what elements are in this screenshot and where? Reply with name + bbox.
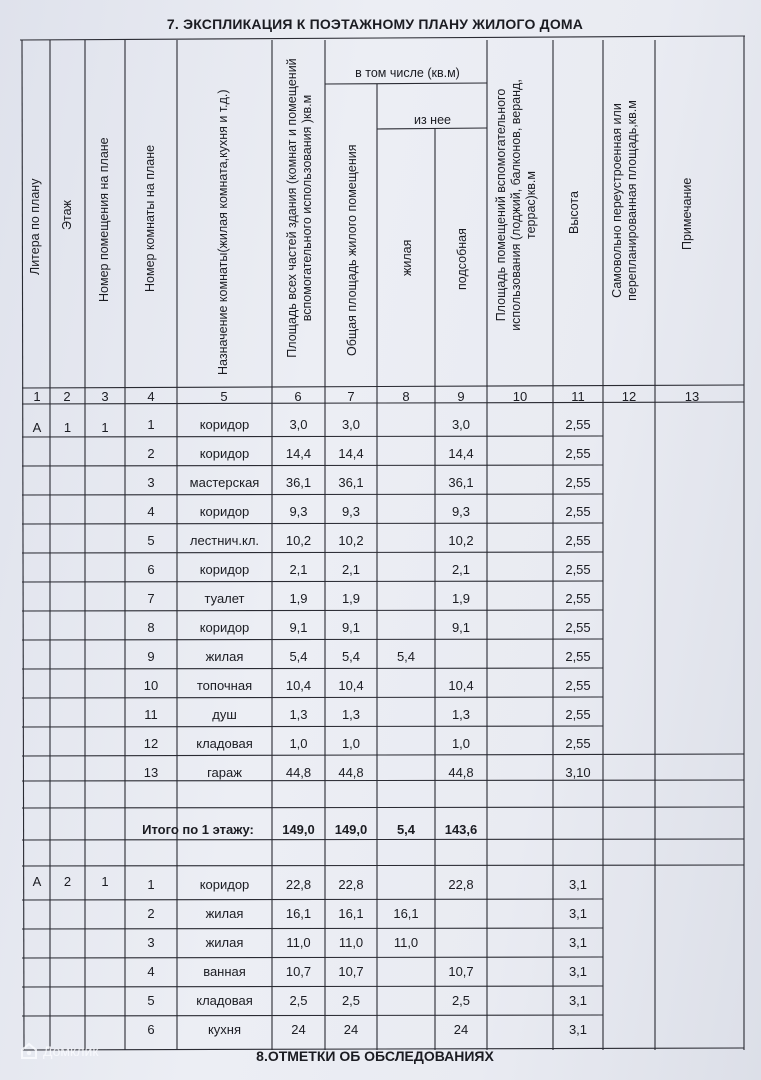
cell-name: лестнич.кл. <box>189 533 260 548</box>
cell-aux: 2,5 <box>451 993 471 1008</box>
cell-n: 6 <box>147 562 155 577</box>
cell-height: 3,1 <box>568 935 588 950</box>
header-litera: Литера по плану <box>28 178 42 275</box>
header-floor: Этаж <box>60 200 74 230</box>
cell-total: 5,4 <box>289 649 308 664</box>
cell-name: коридор <box>199 620 250 635</box>
cell-common: 3,0 <box>341 417 361 432</box>
header-living: жилая <box>400 239 414 276</box>
cell-name: жилая <box>205 906 244 921</box>
cell-common: 10,4 <box>338 678 364 693</box>
header-unit-number: Номер помещения на плане <box>97 137 111 302</box>
cell-name: ванная <box>203 964 246 979</box>
cell-total: 9,3 <box>289 504 308 519</box>
cell-height: 2,55 <box>565 649 591 664</box>
cell-common: 2,1 <box>341 562 361 577</box>
cell-common: 11,0 <box>338 935 364 950</box>
cell-common: 5,4 <box>341 649 361 664</box>
floor1-floor: 1 <box>63 420 72 435</box>
col-number: 1 <box>33 389 41 404</box>
cell-n: 2 <box>147 446 155 461</box>
cell-total: 14,4 <box>285 446 312 461</box>
floor2-unit: 1 <box>101 874 109 889</box>
cell-living: 5,4 <box>396 649 416 664</box>
cell-height: 2,55 <box>565 504 591 519</box>
cell-name: кладовая <box>196 993 253 1008</box>
cell-living: 16,1 <box>393 906 419 921</box>
cell-n: 13 <box>143 765 159 780</box>
cell-name: туалет <box>204 591 245 606</box>
cell-living: 11,0 <box>393 935 419 950</box>
cell-total: 1,3 <box>289 707 308 722</box>
header-of-which: из нее <box>414 113 451 127</box>
cell-total: 10,4 <box>285 678 312 693</box>
cell-aux: 14,4 <box>448 446 474 461</box>
watermark-text: Домклик <box>43 1043 99 1059</box>
cell-total: 9,1 <box>289 620 308 635</box>
cell-height: 2,55 <box>565 417 591 432</box>
cell-aux: 2,1 <box>451 562 471 577</box>
header-note: Примечание <box>680 177 694 250</box>
cell-n: 3 <box>147 935 155 950</box>
cell-common: 9,3 <box>341 504 361 519</box>
header-total-area: Площадь всех частей здания (комнат и помещений вспомогательного использования )кв.м <box>285 58 314 358</box>
cell-n: 4 <box>147 504 155 519</box>
col-number: 8 <box>402 389 410 404</box>
cell-common: 10,7 <box>338 964 364 979</box>
col-number: 7 <box>347 389 355 404</box>
header-unauthorized-area: Самовольно переустроенная или перепланированная площадь,кв.м <box>610 100 639 301</box>
col-number: 13 <box>684 389 700 404</box>
cell-n: 6 <box>147 1022 155 1037</box>
cell-total: 16,1 <box>285 906 312 921</box>
cell-height: 3,1 <box>568 877 588 892</box>
floor1-unit: 1 <box>101 420 109 435</box>
col-number: 5 <box>220 389 228 404</box>
cell-aux: 10,2 <box>448 533 474 548</box>
cell-name: коридор <box>199 562 250 577</box>
floor1-total-aux: 143,6 <box>444 822 478 837</box>
header-room-number: Номер комнаты на плане <box>143 144 157 292</box>
cell-aux: 10,4 <box>448 678 474 693</box>
cell-n: 12 <box>143 736 159 751</box>
cell-name: душ <box>212 707 237 722</box>
col-number: 2 <box>63 389 71 404</box>
cell-total: 1,0 <box>289 736 308 751</box>
section-title: 7. ЭКСПЛИКАЦИЯ К ПОЭТАЖНОМУ ПЛАНУ ЖИЛОГО ДОМА <box>166 16 584 32</box>
col-number: 11 <box>571 389 585 404</box>
cell-common: 2,5 <box>341 993 361 1008</box>
header-including: в том числе (кв.м) <box>355 66 460 80</box>
header-common-area: Общая площадь жилого помещения <box>345 144 359 356</box>
cell-n: 1 <box>147 877 155 892</box>
cell-total: 36,1 <box>285 475 312 490</box>
cell-height: 2,55 <box>565 562 591 577</box>
cell-aux: 9,3 <box>451 504 471 519</box>
cell-name: коридор <box>199 417 250 432</box>
cell-aux: 3,0 <box>451 417 471 432</box>
cell-n: 4 <box>147 964 155 979</box>
cell-n: 5 <box>147 993 155 1008</box>
cell-total: 22,8 <box>285 877 312 892</box>
cell-n: 1 <box>147 417 155 432</box>
cell-name: жилая <box>205 935 244 950</box>
cell-common: 14,4 <box>338 446 364 461</box>
col-number: 9 <box>457 389 465 404</box>
cell-total: 2,1 <box>289 562 308 577</box>
cell-height: 2,55 <box>565 620 591 635</box>
floor2-floor: 2 <box>63 874 72 889</box>
cell-name: жилая <box>205 649 244 664</box>
cell-n: 5 <box>147 533 155 548</box>
header-aux-premises-area: Площадь помещений вспомогательного использования (лоджий, балконов, веранд, террас)кв.м <box>494 79 538 331</box>
cell-height: 2,55 <box>565 446 591 461</box>
cell-aux: 22,8 <box>448 877 474 892</box>
cell-name: мастерская <box>189 475 260 490</box>
cell-name: коридор <box>199 446 250 461</box>
cell-height: 3,10 <box>565 765 591 780</box>
cell-common: 24 <box>343 1022 359 1037</box>
cell-total: 10,7 <box>285 964 312 979</box>
cell-total: 24 <box>291 1022 306 1037</box>
cell-n: 11 <box>144 707 158 722</box>
cell-common: 10,2 <box>338 533 364 548</box>
floor1-total-label: Итого по 1 этажу: <box>142 822 254 837</box>
cell-name: кладовая <box>196 736 253 751</box>
cell-height: 3,1 <box>568 993 588 1008</box>
floor1-total-common: 149,0 <box>334 822 368 837</box>
cell-aux: 44,8 <box>448 765 474 780</box>
cell-height: 2,55 <box>565 533 591 548</box>
floor1-total-living: 5,4 <box>396 822 416 837</box>
cell-total: 3,0 <box>289 417 308 432</box>
cell-total: 10,2 <box>285 533 312 548</box>
floor1-total-area: 149,0 <box>282 822 315 837</box>
cell-height: 3,1 <box>568 1022 588 1037</box>
cell-n: 7 <box>147 591 155 606</box>
cell-name: топочная <box>196 678 253 693</box>
cell-height: 2,55 <box>565 678 591 693</box>
cell-name: гараж <box>207 765 242 780</box>
col-number: 3 <box>101 389 109 404</box>
cell-height: 2,55 <box>565 736 591 751</box>
floor1-litera: А <box>32 420 42 435</box>
cell-total: 44,8 <box>285 765 312 780</box>
cell-n: 9 <box>147 649 155 664</box>
cell-common: 16,1 <box>338 906 364 921</box>
col-number: 6 <box>294 389 302 404</box>
cell-n: 2 <box>147 906 155 921</box>
cell-n: 10 <box>143 678 159 693</box>
section8-title: 8.ОТМЕТКИ ОБ ОБСЛЕДОВАНИЯХ <box>256 1048 494 1064</box>
cell-common: 36,1 <box>338 475 364 490</box>
cell-common: 1,9 <box>341 591 361 606</box>
col-number: 10 <box>512 389 528 404</box>
cell-aux: 1,3 <box>451 707 471 722</box>
cell-aux: 10,7 <box>448 964 474 979</box>
cell-name: коридор <box>199 504 250 519</box>
cell-height: 3,1 <box>568 906 588 921</box>
cell-name: коридор <box>199 877 250 892</box>
cell-total: 1,9 <box>289 591 308 606</box>
cell-common: 22,8 <box>338 877 364 892</box>
cell-common: 1,0 <box>341 736 361 751</box>
cell-aux: 9,1 <box>451 620 471 635</box>
cell-height: 3,1 <box>568 964 588 979</box>
cell-aux: 1,0 <box>451 736 471 751</box>
domclick-watermark <box>20 1042 98 1060</box>
cell-height: 2,55 <box>565 707 591 722</box>
cell-total: 2,5 <box>289 993 308 1008</box>
cell-n: 8 <box>147 620 155 635</box>
cell-aux: 1,9 <box>451 591 471 606</box>
cell-common: 9,1 <box>341 620 361 635</box>
cell-height: 2,55 <box>565 591 591 606</box>
cell-n: 3 <box>147 475 155 490</box>
header-room-purpose: Назначение комнаты(жилая комната,кухня и т.д.) <box>216 89 230 375</box>
cell-total: 11,0 <box>286 935 311 950</box>
cell-aux: 36,1 <box>448 475 474 490</box>
floor2-litera: А <box>32 874 42 889</box>
header-height: Высота <box>567 191 581 234</box>
cell-common: 1,3 <box>341 707 361 722</box>
cell-name: кухня <box>207 1022 242 1037</box>
col-number: 4 <box>147 389 155 404</box>
cell-common: 44,8 <box>338 765 364 780</box>
house-icon <box>20 1042 38 1060</box>
cell-aux: 24 <box>453 1022 469 1037</box>
col-number: 12 <box>621 389 637 404</box>
header-auxiliary: подсобная <box>455 228 469 290</box>
cell-height: 2,55 <box>565 475 591 490</box>
